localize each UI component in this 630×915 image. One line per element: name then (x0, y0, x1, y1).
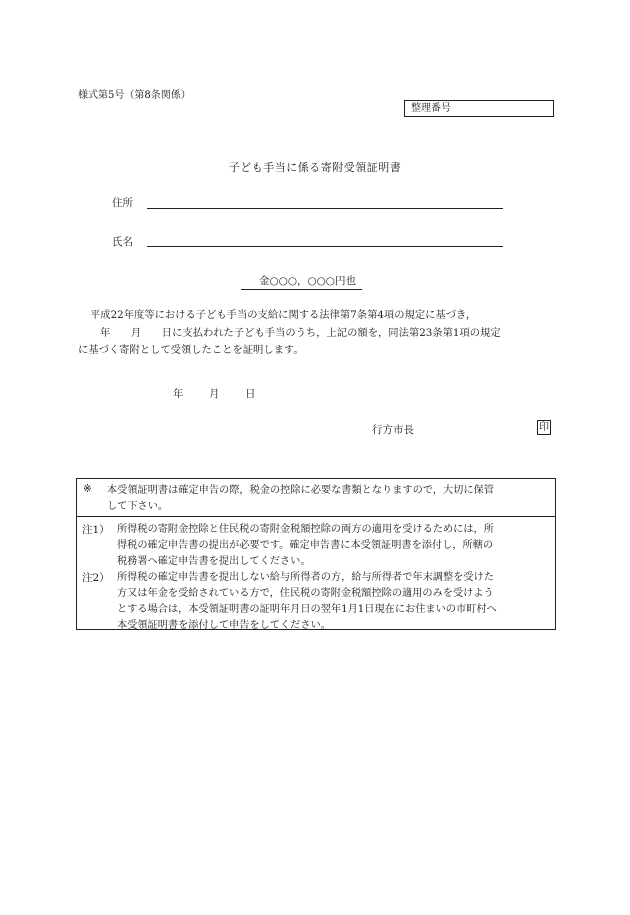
note2-line-1: 所得税の確定申告書を提出しない給与所得者の方，給与所得者で年末調整を受けた (117, 572, 494, 583)
document-title: 子ども手当に係る寄附受領証明書 (228, 161, 402, 174)
note2-label: 注2） (82, 572, 110, 584)
reference-number-box (404, 100, 554, 117)
notes-main-section (77, 479, 555, 517)
date-year: 年 (173, 388, 184, 400)
certification-line-3: に基づく寄附として受領したことを証明します。 (78, 344, 304, 356)
address-line (147, 208, 503, 209)
date-month: 月 (209, 388, 220, 400)
note2-line-3: とする場合は，本受領証明書の証明年月日の翌年1月1日現在にお住まいの市町村へ (117, 604, 497, 615)
issuer-title: 行方市長 (372, 424, 414, 436)
certification-line-2: 年 月 日に支払われた子ども手当のうち，上記の額を，同法第23条第1項の規定 (100, 326, 501, 339)
note1-label: 注1） (82, 524, 110, 536)
address-label: 住所 (112, 197, 133, 209)
note2-line-2: 方又は年金を受給されている方で，住民税の寄附金税額控除の適用のみを受けよう (117, 588, 494, 599)
reference-number-label: 整理番号 (411, 103, 451, 114)
notes-box (76, 478, 556, 630)
donation-amount: 金○○○，○○○円也 (241, 273, 362, 290)
notes-main-line-1: 本受領証明書は確定申告の際，税金の控除に必要な書類となりますので，大切に保管 (107, 485, 494, 496)
name-line (147, 246, 503, 247)
name-label: 氏名 (112, 236, 133, 248)
certification-line-1: 平成22年度等における子ども手当の支給に関する法律第7条第4項の規定に基づき， (90, 309, 477, 321)
date-day: 日 (245, 388, 256, 400)
note1-line-2: 得税の確定申告書の提出が必要です。確定申告書に本受領証明書を添付し，所轄の (117, 540, 494, 551)
note1-text (117, 522, 553, 570)
notes-main-text (107, 483, 553, 515)
form-number: 様式第5号（第8条関係） (78, 90, 191, 101)
issue-date (173, 386, 256, 401)
seal-box: 印 (539, 422, 549, 433)
note2-text (117, 570, 553, 634)
notes-main-line-2: して下さい。 (107, 501, 169, 512)
reference-mark: ※ (83, 483, 92, 495)
note1-line-3: 税務署へ確定申告書を提出してください。 (117, 556, 311, 567)
certification-text (78, 307, 553, 360)
note2-line-4: 本受領証明書を添付して申告をしてください。 (117, 620, 331, 631)
note1-line-1: 所得税の寄附金控除と住民税の寄附金税額控除の両方の適用を受けるためには，所 (117, 524, 494, 535)
